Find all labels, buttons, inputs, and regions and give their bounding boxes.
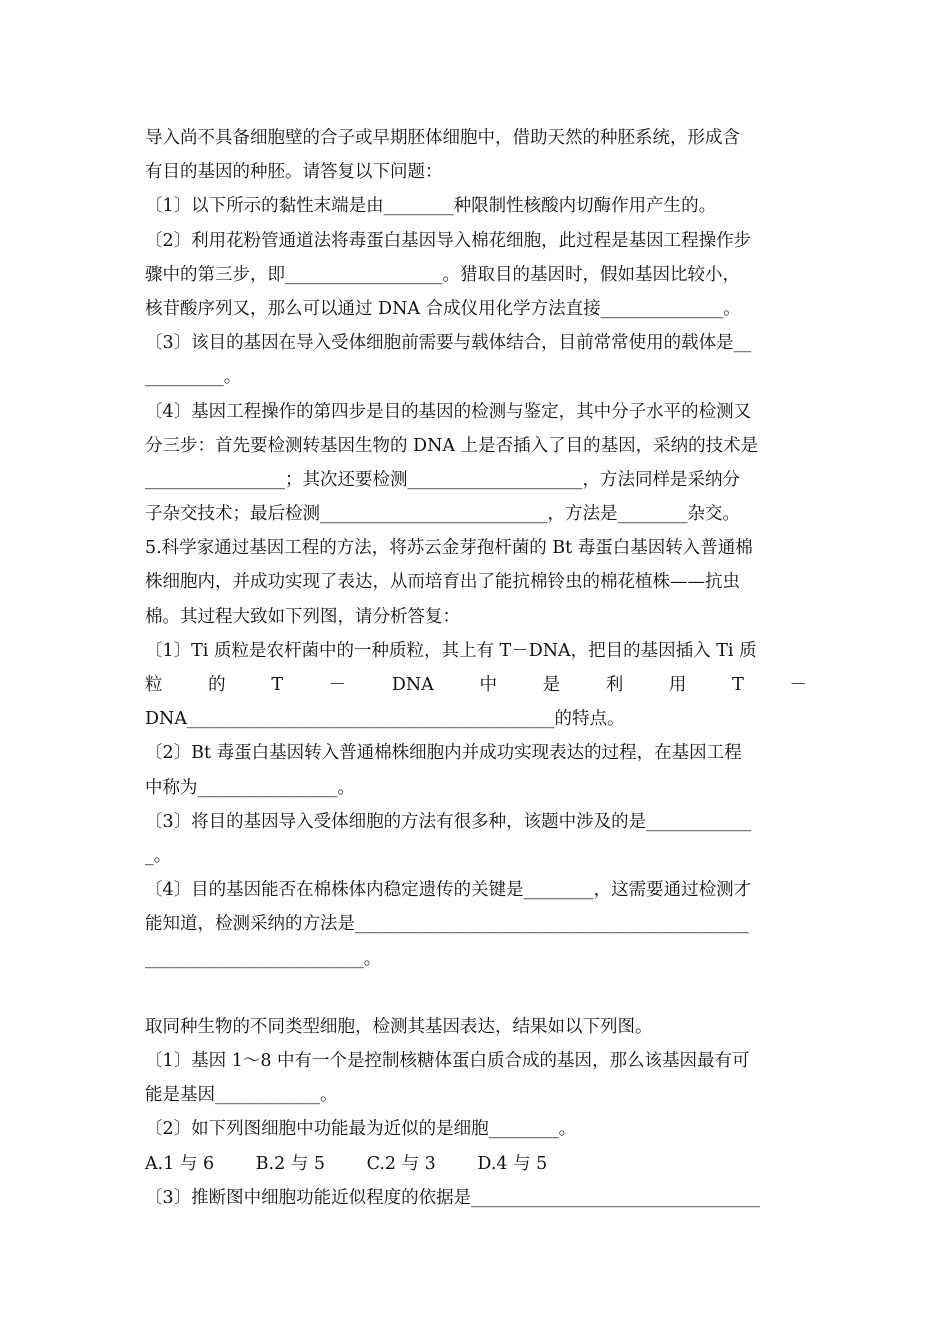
justified-word: － xyxy=(328,675,347,695)
text-line: 〔2〕如下列图细胞中功能最为近似的是细胞________。 xyxy=(145,1119,577,1140)
text-line: 〔3〕将目的基因导入受体细胞的方法有很多种，该题中涉及的是____________ xyxy=(145,811,752,832)
text-line: DNA__________________________________________的特点。 xyxy=(145,709,625,730)
option-b: B.2 与 5 xyxy=(255,1153,326,1174)
text-line: 子杂交技术；最后检测__________________________，方法是________杂交。 xyxy=(145,504,740,525)
text-line: 有目的基因的种胚。请答复以下问题： xyxy=(145,162,443,183)
justified-word: 粒 xyxy=(145,675,163,695)
text-line: 能是基因____________。 xyxy=(145,1085,338,1106)
justified-word: － xyxy=(789,675,807,695)
text-line: 〔4〕目的基因能否在棉株体内稳定遗传的关键是________，这需要通过检测才 xyxy=(145,880,752,901)
justified-word: T xyxy=(271,675,283,695)
answer-options xyxy=(145,1147,807,1181)
document-body xyxy=(145,121,807,1215)
justified-word: 是 xyxy=(542,675,561,695)
text-line: 骤中的第三步，即__________________。猎取目的基因时，假如基因比较小， xyxy=(145,264,740,285)
text-line: 中称为________________。 xyxy=(145,777,355,798)
text-line: 棉。其过程大致如下列图，请分析答复： xyxy=(145,606,460,627)
text-line: 〔1〕基因 1～8 中有一个是控制核糖体蛋白质合成的基因，那么该基因最有可 xyxy=(145,1051,750,1072)
option-a: A.1 与 6 xyxy=(145,1153,215,1174)
justified-line xyxy=(145,668,807,702)
justified-word: T xyxy=(732,675,744,695)
text-line: _。 xyxy=(145,845,172,866)
option-d: D.4 与 5 xyxy=(477,1153,548,1174)
text-line: 取同种生物的不同类型细胞，检测其基因表达，结果如以下列图。 xyxy=(145,1016,653,1037)
text-line: 〔3〕推断图中细胞功能近似程度的依据是_________________________________ xyxy=(145,1187,760,1208)
justified-word: 用 xyxy=(668,675,687,695)
text-line: _________________________。 xyxy=(145,948,382,969)
text-line: 〔4〕基因工程操作的第四步是目的基因的检测与鉴定，其中分子水平的检测又 xyxy=(145,401,752,422)
justified-word: 中 xyxy=(479,675,497,695)
text-line: 〔2〕Bt 毒蛋白基因转入普通棉株细胞内并成功实现表达的过程，在基因工程 xyxy=(145,743,742,764)
text-line: 能知道，检测采纳的方法是_____________________________________________ xyxy=(145,914,749,935)
justified-word: 利 xyxy=(605,675,624,695)
text-line: 〔1〕以下所示的黏性末端是由________种限制性核酸内切酶作用产生的。 xyxy=(145,196,717,217)
blank-line xyxy=(145,976,807,1010)
question-5-line: 5.科学家通过基因工程的方法，将苏云金芽孢杆菌的 Bt 毒蛋白基因转入普通棉 xyxy=(145,538,753,559)
text-line: 〔1〕Ti 质粒是农杆菌中的一种质粒，其上有 T－DNA，把目的基因插入 Ti 质 xyxy=(145,640,757,661)
text-line: 核苷酸序列又，那么可以通过 DNA 合成仪用化学方法直接______________。 xyxy=(145,298,741,319)
justified-word: DNA xyxy=(391,675,434,695)
option-c: C.2 与 3 xyxy=(366,1153,436,1174)
text-line: ________________；其次还要检测____________________，方法同样是采纳分 xyxy=(145,469,740,490)
text-line: 分三步：首先要检测转基因生物的 DNA 上是否插入了目的基因，采纳的技术是 xyxy=(145,435,759,456)
text-line: 株细胞内，并成功实现了表达，从而培育出了能抗棉铃虫的棉花植株——抗虫 xyxy=(145,572,740,593)
text-line: 〔2〕利用花粉管通道法将毒蛋白基因导入棉花细胞，此过程是基因工程操作步 xyxy=(145,230,752,251)
text-line: 导入尚不具备细胞壁的合子或早期胚体细胞中，借助天然的种胚系统，形成含 xyxy=(145,128,740,148)
text-line: 〔3〕该目的基因在导入受体细胞前需要与载体结合，目前常常使用的载体是__ xyxy=(145,333,752,354)
text-line: _________。 xyxy=(145,367,242,388)
justified-word: 的 xyxy=(208,675,226,695)
